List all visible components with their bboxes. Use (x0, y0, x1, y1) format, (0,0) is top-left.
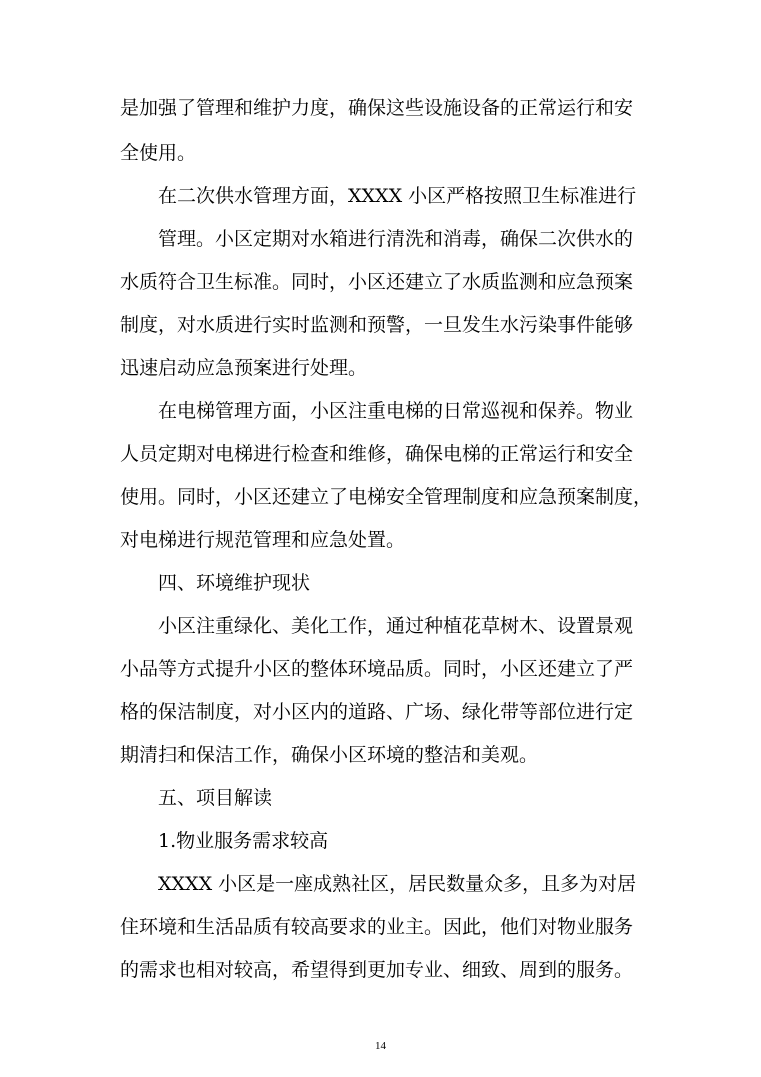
text-line: 小区注重绿化、美化工作，通过种植花草树木、设置景观 (158, 615, 634, 637)
text-line: 制度，对水质进行实时监测和预警，一旦发生水污染事件能够 (120, 314, 634, 336)
text-line: 格的保洁制度，对小区内的道路、广场、绿化带等部位进行定 (120, 701, 634, 723)
text-line: 对电梯进行规范管理和应急处置。 (120, 529, 406, 551)
text-line: XXXX 小区是一座成熟社区，居民数量众多，且多为对居 (158, 873, 637, 895)
text-line: 期清扫和保洁工作，确保小区环境的整洁和美观。 (120, 744, 539, 766)
text-line: 是加强了管理和维护力度，确保这些设施设备的正常运行和安 (120, 97, 634, 119)
text-line: 水质符合卫生标准。同时，小区还建立了水质监测和应急预案 (120, 271, 634, 293)
text-line: 在二次供水管理方面，XXXX 小区严格按照卫生标准进行 (158, 185, 637, 207)
text-line: 使用。同时，小区还建立了电梯安全管理制度和应急预案制度， (120, 486, 653, 508)
text-line: 小品等方式提升小区的整体环境品质。同时，小区还建立了严 (120, 658, 634, 680)
section-heading: 五、项目解读 (158, 787, 273, 809)
text-line: 人员定期对电梯进行检查和维修，确保电梯的正常运行和安全 (120, 443, 634, 465)
subsection-heading: 1.物业服务需求较高 (158, 830, 329, 852)
text-line: 住环境和生活品质有较高要求的业主。因此，他们对物业服务 (120, 916, 634, 938)
text-line: 的需求也相对较高，希望得到更加专业、细致、周到的服务。 (120, 959, 634, 981)
text-line: 管理。小区定期对水箱进行清洗和消毒，确保二次供水的 (158, 228, 634, 250)
page-number: 14 (375, 1040, 386, 1052)
text-line: 全使用。 (120, 142, 197, 164)
text-line: 迅速启动应急预案进行处理。 (120, 357, 368, 379)
text-line: 在电梯管理方面，小区注重电梯的日常巡视和保养。物业 (158, 400, 634, 422)
section-heading: 四、环境维护现状 (158, 572, 311, 594)
